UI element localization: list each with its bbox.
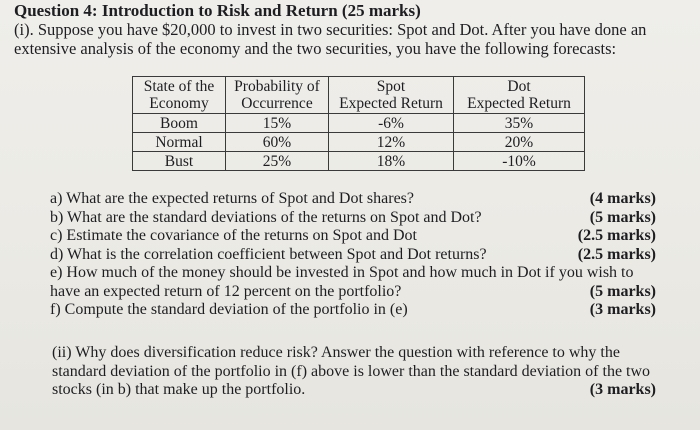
part-text: b) What are the standard deviations of the returns on Spot and Dot?	[50, 208, 482, 226]
question-part-e	[50, 264, 656, 301]
header-probability	[226, 77, 329, 114]
table-row	[133, 133, 585, 152]
cell-dot-return: 35%	[454, 114, 585, 133]
question-part-f	[50, 301, 656, 320]
cell-spot-return: 18%	[329, 152, 454, 171]
part-marks: (3 marks)	[589, 301, 656, 318]
cell-state: Normal	[133, 133, 226, 152]
question-part-b	[50, 209, 656, 228]
question-part-a	[50, 190, 656, 209]
part-text: f) Compute the standard deviation of the portfolio in (e)	[50, 301, 408, 318]
header-line: Economy	[149, 95, 209, 112]
header-line: Expected Return	[467, 95, 571, 112]
table-header-row	[133, 77, 585, 114]
question-part-ii	[52, 344, 656, 400]
cell-spot-return: -6%	[329, 114, 454, 133]
question-intro: (i). Suppose you have $20,000 to invest in two securities: Spot and Dot. After you have done an extensive analysis of the economy and the two securities, you have the following forecasts:	[14, 20, 647, 58]
question-part-c	[50, 227, 656, 246]
cell-dot-return: -10%	[454, 152, 585, 171]
header-line: Probability of	[234, 78, 320, 95]
forecast-table	[132, 76, 585, 171]
cell-dot-return: 20%	[454, 133, 585, 152]
sub-questions	[50, 190, 656, 320]
cell-state: Bust	[133, 152, 226, 171]
header-spot-return	[329, 77, 454, 114]
header-line: Dot	[507, 78, 531, 95]
question-part-d	[50, 246, 656, 265]
part-text: e) How much of the money should be invested in Spot and how much in Dot if you wish to have an expected return of 12 percent on the portfolio?	[50, 264, 634, 300]
header-line: Spot	[376, 78, 406, 95]
part-ii-marks: (3 marks)	[589, 381, 656, 398]
header-line: Occurrence	[241, 95, 313, 112]
part-text: d) What is the correlation coefficient between Spot and Dot returns?	[50, 245, 487, 263]
part-text: a) What are the expected returns of Spot and Dot shares?	[50, 190, 415, 207]
header-state-of-economy	[133, 77, 226, 114]
header-line: State of the	[143, 78, 215, 95]
header-dot-return	[454, 77, 585, 114]
part-marks: (2.5 marks)	[577, 245, 656, 263]
part-ii-text: (ii) Why does diversification reduce risk? Answer the question with reference to why the standard deviation of the portfolio in (f) above is lower than the standard deviation of the two stocks (in b) that make up the portfolio.	[52, 344, 651, 398]
part-marks: (4 marks)	[589, 190, 656, 207]
table-row	[133, 114, 585, 133]
part-text: c) Estimate the covariance of the returns on Spot and Dot	[50, 227, 417, 244]
cell-probability: 15%	[226, 114, 329, 133]
cell-state: Boom	[133, 114, 226, 133]
cell-spot-return: 12%	[329, 133, 454, 152]
cell-probability: 60%	[226, 133, 329, 152]
part-marks: (5 marks)	[589, 282, 656, 300]
part-marks: (5 marks)	[589, 208, 656, 226]
table-row	[133, 152, 585, 171]
part-marks: (2.5 marks)	[577, 227, 656, 244]
question-title: Question 4: Introduction to Risk and Return (25 marks)	[14, 1, 421, 20]
header-line: Expected Return	[339, 95, 443, 112]
cell-probability: 25%	[226, 152, 329, 171]
